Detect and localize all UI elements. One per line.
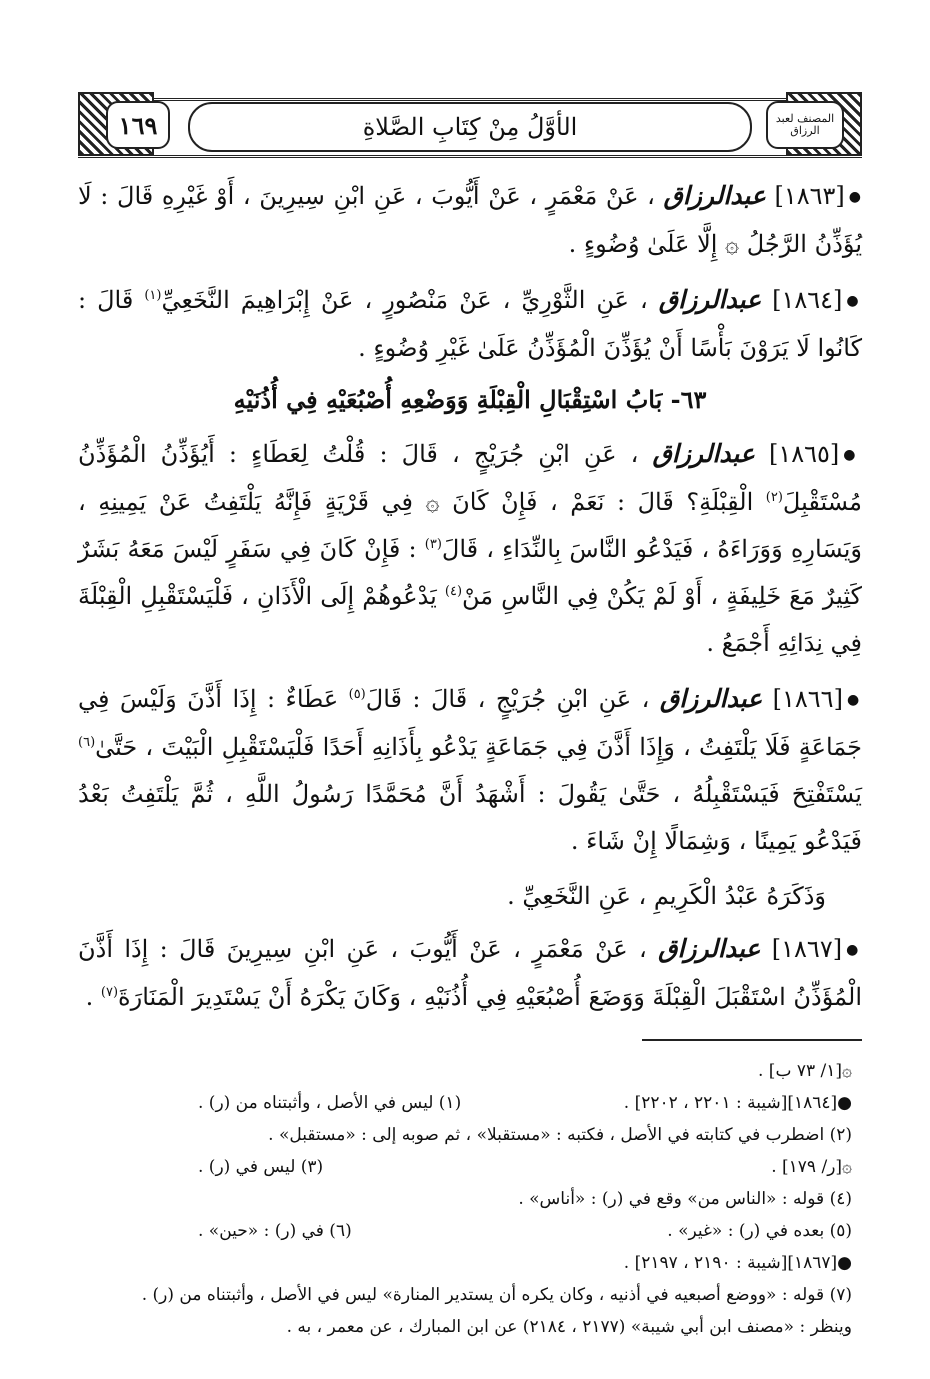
footnote-row	[78, 1215, 862, 1247]
page-header	[78, 88, 862, 158]
footnote-row	[78, 1151, 862, 1183]
footnote: (٦) في (ر) : «حين» .	[198, 1221, 352, 1241]
page	[78, 88, 862, 1363]
footnote: (٧) قوله : «ووضع أصبعيه في أذنيه ، وكان يكره أن يستدير المنارة» ليس في الأصل ، وأثبتناه من (ر) .	[141, 1285, 852, 1305]
footnote-marker: (٥)	[348, 687, 366, 702]
running-title: الأوَّلُ مِنْ كِتَابِ الصَّلاةِ	[188, 102, 752, 152]
hadith-number: ١٨٦٦	[782, 685, 834, 713]
hadith-text: يَسْتَفْتِحَ فَيَسْتَقْبِلُهُ ، حَتَّىٰ يَقُولَ : أَشْهَدُ أَنَّ مُحَمَّدًا رَسُولُ اللَّهِ ، ثُمَّ يَلْتَفِتُ بَعْدُ فَيَدْعُو يَمِينًا ، وَشِمَالًا إِنْ شَاءَ .	[78, 780, 862, 855]
hadith-text: : فَإِنْ كَانَ فِي سَفَرٍ لَيْسَ مَعَهُ بَشَرٌ كَثِيرٌ مَعَ خَلِيفَةٍ ، أَوْ لَمْ يَكُنْ فِي النَّاسِ مَنْ	[78, 535, 862, 610]
footnote: (٢) اضطرب في كتابته في الأصل ، فكتبه : «مستقبلا» ، ثم صوبه إلى : «مستقبل» .	[268, 1125, 852, 1145]
bullet-icon: ●	[843, 447, 862, 463]
hadith-text: ، عَنْ مَعْمَرٍ ، عَنْ أَيُّوبَ ، عَنِ ابْنِ سِيرِينَ ، أَوْ غَيْرِهِ قَالَ : لَا يُؤَذِّنُ الرَّجُلُ ۞ إِلَّا عَلَىٰ وُضُوءٍ .	[78, 182, 862, 258]
bullet-icon: ●	[846, 692, 862, 708]
manuscript-reference: ۞[١/ ٧٣ ب] .	[758, 1061, 852, 1081]
footnote-marker: (٧)	[100, 985, 119, 1000]
cross-reference: ●[١٨٦٧][شيبة : ٢١٩٠ ، ٢١٩٧] .	[623, 1253, 852, 1273]
hadith-text: يَدْعُوهُمْ إِلَى الْأَذَانِ ، فَلْيَسْتَقْبِلِ الْقِبْلَةَ فِي نِدَائِهِ أَجْمَعُ .	[78, 582, 862, 657]
hadith-text: عَطَاءٌ : إِذَا أَذَّنَ وَلَيْسَ فِي جَمَاعَةٍ فَلَا يَلْتَفِتُ ، وَإِذَا أَذَّنَ فِي جَمَاعَةٍ يَدْعُو بِأَذَانِهِ أَحَدًا فَلْيَسْتَقْبِلِ الْبَيْتَ ، حَتَّىٰ	[78, 685, 862, 761]
footnote: (٤) قوله : «الناس من» وقع في (ر) : «أناس» .	[518, 1189, 852, 1209]
footnote-marker: (٢)	[765, 490, 783, 505]
hadith-text: ، عَنِ الثَّوْرِيِّ ، عَنْ مَنْصُورٍ ، عَنْ إِبْرَاهِيمَ النَّخَعِيِّ	[161, 286, 648, 314]
footnote: (٣) ليس في (ر) .	[198, 1157, 324, 1177]
hadith-entry: ●[١٨٦٦] عبدالرزاق ، عَنِ ابْنِ جُرَيْجٍ ، قَالَ : قَالَ$^{(٥)}$ عَطَاءٌ : إِذَا أَذَّنَ وَلَيْسَ فِي جَمَاعَةٍ فَلَا يَلْتَفِتُ ، وَإِذَا أَذَّنَ فِي جَمَاعَةٍ يَدْعُو بِأَذَانِهِ أَحَدًا فَلْيَسْتَقْبِلِ الْبَيْتَ ، حَتَّىٰ$^{(٦)}$ يَسْتَفْتِحَ فَيَسْتَقْبِلُهُ ، حَتَّىٰ يَقُولَ : أَشْهَدُ أَنَّ مُحَمَّدًا رَسُولُ اللَّهِ ، ثُمَّ يَلْتَفِتُ بَعْدُ فَيَدْعُو يَمِينًا ، وَشِمَالًا إِنْ شَاءَ .	[78, 684, 862, 855]
hadith-entry: ●[١٨٦٧] عبدالرزاق ، عَنْ مَعْمَرٍ ، عَنْ أَيُّوبَ ، عَنِ ابْنِ سِيرِينَ قَالَ : إِذَا أَذَّنَ الْمُؤَذِّنُ اسْتَقْبَلَ الْقِبْلَةَ وَوَضَعَ أُصْبُعَيْهِ فِي أُذُنَيْهِ ، وَكَانَ يَكْرَهُ أَنْ يَسْتَدِيرَ الْمَنَارَةَ$^{(٧)}$ .	[78, 934, 862, 1011]
footnote: (٥) بعده في (ر) : «غير» .	[667, 1221, 852, 1241]
footnotes	[78, 1055, 862, 1343]
hadith-text: قَالَ : كَانُوا لَا يَرَوْنَ بَأْسًا أَنْ يُؤَذِّنَ الْمُؤَذِّنُ عَلَىٰ غَيْرِ وُضُوءٍ .	[78, 286, 862, 362]
chapter-title: ٦٣- بَابُ اسْتِقْبَالِ الْقِبْلَةِ وَوَضْعِهِ أُصْبُعَيْهِ فِي أُذُنَيْهِ	[233, 385, 707, 414]
footnote: (١) ليس في الأصل ، وأثبتناه من (ر) .	[198, 1093, 462, 1113]
footnote-marker: (٦)	[78, 735, 96, 750]
footnote-marker: (١)	[144, 288, 162, 303]
hadith-text: ، عَنِ ابْنِ جُرَيْجٍ ، قَالَ : قَالَ	[365, 685, 650, 713]
narrator-name: عبدالرزاق	[652, 439, 755, 468]
manuscript-reference: ۞[ر/ ١٧٩] .	[771, 1157, 852, 1177]
bullet-icon: ●	[846, 942, 862, 958]
narrator-name: عبدالرزاق	[659, 684, 763, 713]
narrator-name: عبدالرزاق	[663, 181, 766, 210]
bullet-icon: ●	[846, 293, 862, 309]
narrator-name: عبدالرزاق	[658, 285, 762, 314]
footnote-row	[78, 1087, 862, 1119]
hadith-text: .	[85, 983, 94, 1011]
hadith-entry: ●[١٨٦٤] عبدالرزاق ، عَنِ الثَّوْرِيِّ ، عَنْ مَنْصُورٍ ، عَنْ إِبْرَاهِيمَ النَّخَعِيِّ$^{(١)}$ قَالَ : كَانُوا لَا يَرَوْنَ بَأْسًا أَنْ يُؤَذِّنَ الْمُؤَذِّنُ عَلَىٰ غَيْرِ وُضُوءٍ .	[78, 285, 862, 362]
hadith-number: ١٨٦٤	[781, 286, 834, 314]
footnote-marker: (٣)	[424, 537, 442, 552]
hadith-entry: ●[١٨٦٥] عبدالرزاق ، عَنِ ابْنِ جُرَيْجٍ ، قَالَ : قُلْتُ لِعَطَاءٍ : أَيُؤَذِّنُ الْمُؤَذِّنُ مُسْتَقْبِلَ$^{(٢)}$ الْقِبْلَةِ؟ قَالَ : نَعَمْ ، فَإِنْ كَانَ ۞ فِي قَرْيَةٍ فَإِنَّهُ يَلْتَفِتُ عَنْ يَمِينِهِ ، وَيَسَارِهِ وَوَرَاءَهُ ، فَيَدْعُو النَّاسَ بِالنِّدَاءِ ، قَالَ$^{(٣)}$ : فَإِنْ كَانَ فِي سَفَرٍ لَيْسَ مَعَهُ بَشَرٌ كَثِيرٌ مَعَ خَلِيفَةٍ ، أَوْ لَمْ يَكُنْ فِي النَّاسِ مَنْ$^{(٤)}$ يَدْعُوهُمْ إِلَى الْأَذَانِ ، فَلْيَسْتَقْبِلِ الْقِبْلَةَ فِي نِدَائِهِ أَجْمَعُ .	[78, 439, 863, 657]
additional-note: وَذَكَرَهُ عَبْدُ الْكَرِيمِ ، عَنِ النَّخَعِيِّ .	[507, 882, 826, 910]
hadith-text: ، عَنْ مَعْمَرٍ ، عَنْ أَيُّوبَ ، عَنِ ابْنِ سِيرِينَ قَالَ : إِذَا أَذَّنَ الْمُؤَذِّنُ اسْتَقْبَلَ الْقِبْلَةَ وَوَضَعَ أُصْبُعَيْهِ فِي أُذُنَيْهِ ، وَكَانَ يَكْرَهُ أَنْ يَسْتَدِيرَ الْمَنَارَةَ	[78, 935, 862, 1011]
hadith-text: الْقِبْلَةِ؟ قَالَ : نَعَمْ ، فَإِنْ كَانَ ۞ فِي قَرْيَةٍ فَإِنَّهُ يَلْتَفِتُ عَنْ يَمِينِهِ ، وَيَسَارِهِ وَوَرَاءَهُ ، فَيَدْعُو النَّاسَ بِالنِّدَاءِ ، قَالَ	[78, 488, 863, 563]
bullet-icon: ●	[848, 189, 862, 205]
hadith-number: ١٨٦٥	[778, 440, 830, 468]
narrator-name: عبدالرزاق	[658, 934, 761, 963]
footnote-marker: (٤)	[444, 584, 463, 599]
hadith-number: ١٨٦٧	[781, 935, 833, 963]
hadith-entry: ●[١٨٦٣] عبدالرزاق ، عَنْ مَعْمَرٍ ، عَنْ أَيُّوبَ ، عَنِ ابْنِ سِيرِينَ ، أَوْ غَيْرِهِ قَالَ : لَا يُؤَذِّنُ الرَّجُلُ ۞ إِلَّا عَلَىٰ وُضُوءٍ .	[78, 181, 862, 258]
cross-reference: ●[١٨٦٤][شيبة : ٢٢٠١ ، ٢٢٠٢] .	[623, 1093, 852, 1113]
footnote-divider	[642, 1039, 862, 1041]
footnote: وينظر : «مصنف ابن أبي شيبة» (٢١٧٧ ، ٢١٨٤) عن ابن المبارك ، عن معمر ، به .	[286, 1317, 852, 1337]
page-number: ١٦٩	[106, 101, 170, 149]
hadith-number: ١٨٦٣	[783, 182, 836, 210]
book-seal-logo: المصنف لعبد الرزاق	[766, 101, 844, 149]
hadith-text: ، عَنِ ابْنِ جُرَيْجٍ ، قَالَ : قُلْتُ لِعَطَاءٍ : أَيُؤَذِّنُ الْمُؤَذِّنُ مُسْتَقْبِلَ	[78, 440, 862, 516]
